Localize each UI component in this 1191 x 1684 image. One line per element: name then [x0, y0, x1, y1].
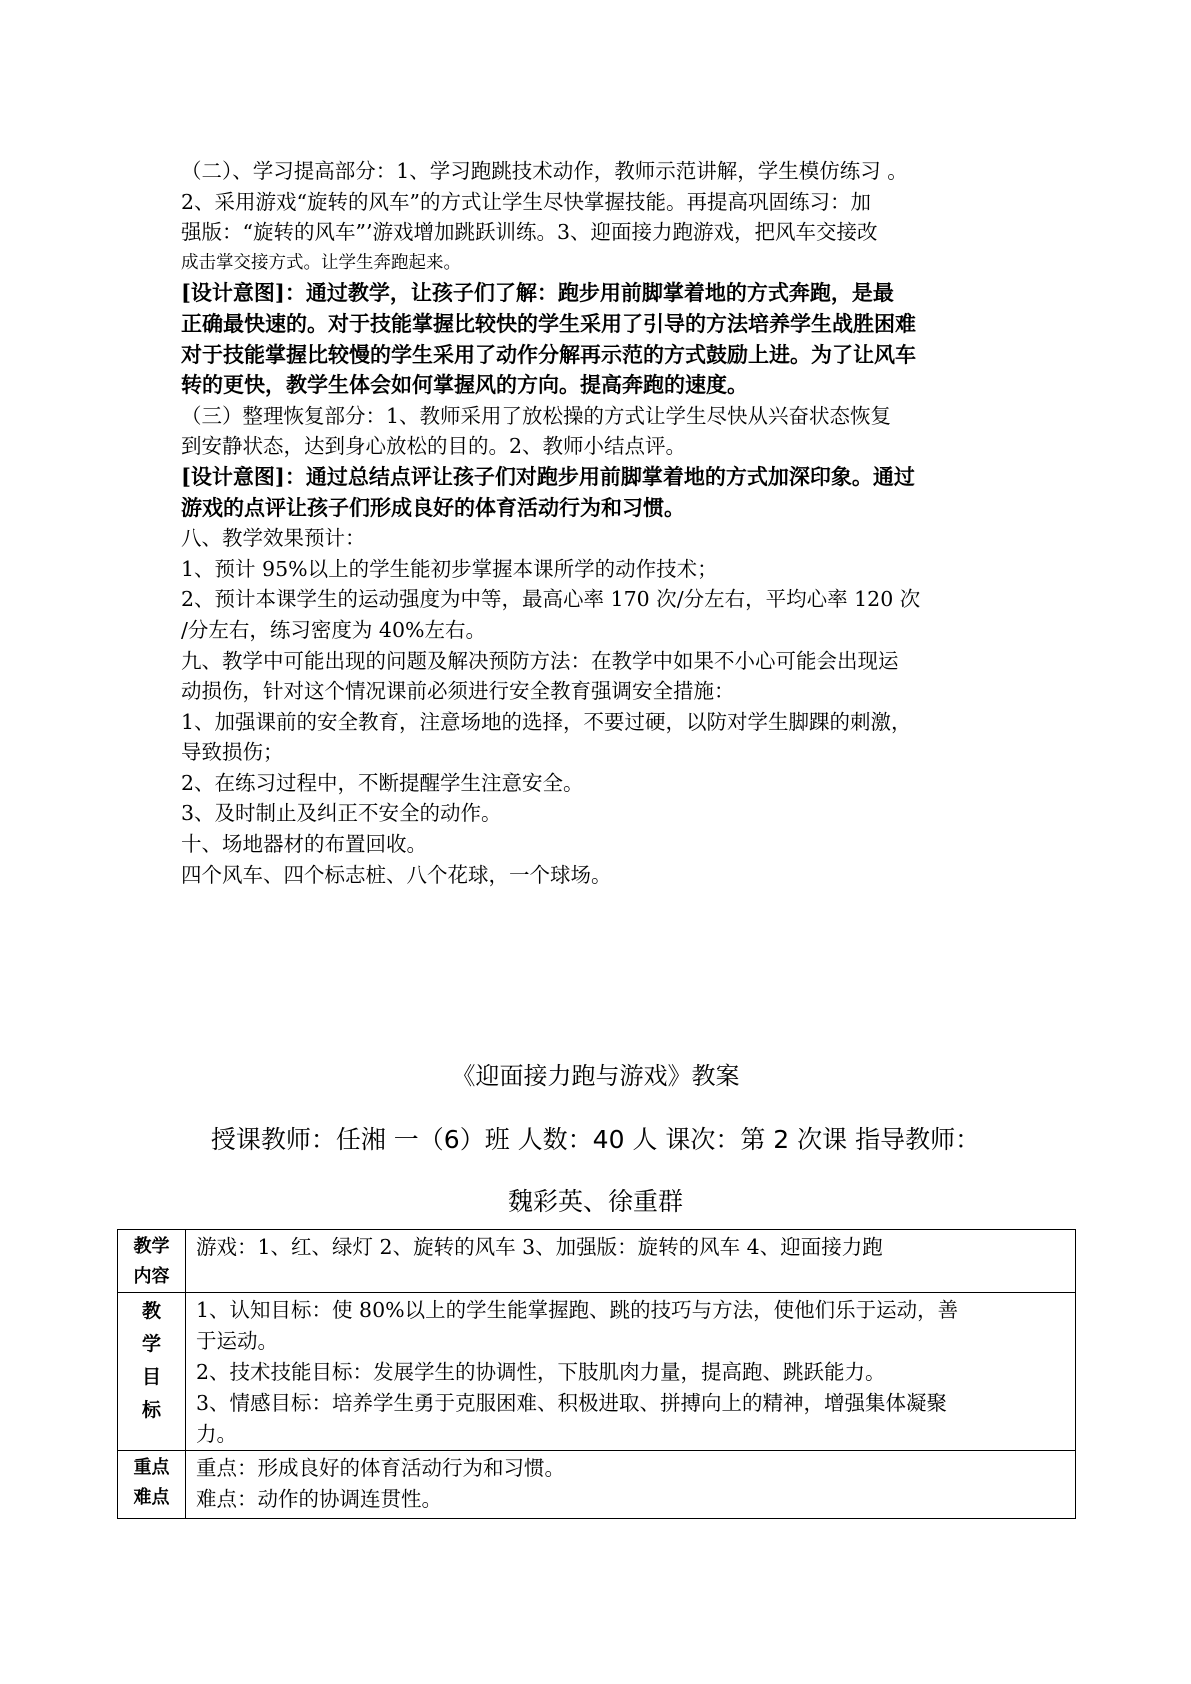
lesson-plan-title: 《迎面接力跑与游戏》教案 [451, 1062, 740, 1090]
section-heading: 十、场地器材的布置回收。 [181, 832, 427, 857]
body-line: 动损伤，针对这个情况课前必须进行安全教育强调安全措施： [181, 679, 735, 704]
design-intent-line: 游戏的点评让孩子们形成良好的体育活动行为和习惯。 [181, 494, 685, 520]
design-intent-line: [设计意图]：通过教学，让孩子们了解：跑步用前脚掌着地的方式奔跑，是最 [181, 280, 894, 306]
design-intent-line: 正确最快速的。对于技能掌握比较快的学生采用了引导的方法培养学生战胜困难 [181, 310, 916, 336]
lesson-meta-line: 魏彩英、徐重群 [507, 1187, 683, 1216]
body-line: 2、预计本课学生的运动强度为中等，最高心率 170 次/分左右，平均心率 120 次 [181, 587, 921, 612]
body-line: /分左右，练习密度为 40%左右。 [181, 617, 486, 642]
teaching-goals-cell: 1、认知目标：使 80%以上的学生能掌握跑、跳的技巧与方法，使他们乐于运动，善 于运动。 2、技术技能目标：发展学生的协调性，下肢肌肉力量，提高跑、跳跃能力。 3、情感目标：培养学生勇于克服困难、积极进取、拼搏向上的精神，增强集体凝聚 力。 [186, 1293, 1076, 1451]
key-difficult-points-cell: 重点：形成良好的体育活动行为和习惯。 难点：动作的协调连贯性。 [186, 1451, 1076, 1519]
body-line: 2、在练习过程中，不断提醒学生注意安全。 [181, 770, 584, 795]
lesson-meta-line: 授课教师：任湘 一（6）班 人数：40 人 课次：第 2 次课 指导教师： [210, 1125, 981, 1154]
design-intent-line: 对于技能掌握比较慢的学生采用了动作分解再示范的方式鼓励上进。为了让风车 [181, 341, 916, 367]
body-line: 强版：“旋转的风车”’游戏增加跳跃训练。3、迎面接力跑游戏，把风车交接改 [181, 220, 878, 245]
body-line: 1、加强课前的安全教育，注意场地的选择，不要过硬，以防对学生脚踝的刺激， [181, 709, 912, 734]
body-line: 3、及时制止及纠正不安全的动作。 [181, 801, 502, 826]
section-heading: 九、教学中可能出现的问题及解决预防方法：在教学中如果不小心可能会出现运 [181, 648, 899, 673]
table-row [118, 1451, 1076, 1519]
body-line: 1、预计 95%以上的学生能初步掌握本课所学的动作技术； [181, 556, 718, 581]
body-line: 成击掌交接方式。让学生奔跑起来。 [181, 252, 461, 273]
section-heading: 八、教学效果预计： [181, 526, 366, 551]
row-label-teaching-content: 教学 内容 [118, 1230, 186, 1293]
row-label-key-difficult-points: 重点 难点 [118, 1451, 186, 1519]
table-row [118, 1293, 1076, 1451]
lesson-plan-table [117, 1229, 1076, 1519]
teaching-content-cell: 游戏：1、红、绿灯 2、旋转的风车 3、加强版：旋转的风车 4、迎面接力跑 [186, 1230, 1076, 1293]
body-line: 到安静状态，达到身心放松的目的。2、教师小结点评。 [181, 434, 687, 459]
row-label-teaching-goals: 教 学 目 标 [118, 1293, 186, 1451]
body-line: 2、采用游戏“旋转的风车”的方式让学生尽快掌握技能。再提高巩固练习：加 [181, 189, 872, 214]
body-line: 导致损伤； [181, 740, 284, 765]
body-line: 四个风车、四个标志桩、八个花球，一个球场。 [181, 862, 612, 887]
design-intent-line: 转的更快，教学生体会如何掌握风的方向。提高奔跑的速度。 [181, 372, 748, 398]
body-line: （二）、学习提高部分：1、学习跑跳技术动作，教师示范讲解，学生模仿练习 。 [181, 159, 908, 183]
lesson-body-text [181, 156, 1017, 890]
table-row [118, 1230, 1076, 1293]
body-line: （三）整理恢复部分：1、教师采用了放松操的方式让学生尽快从兴奋状态恢复 [181, 403, 892, 428]
design-intent-line: [设计意图]：通过总结点评让孩子们对跑步用前脚掌着地的方式加深印象。通过 [181, 463, 915, 489]
